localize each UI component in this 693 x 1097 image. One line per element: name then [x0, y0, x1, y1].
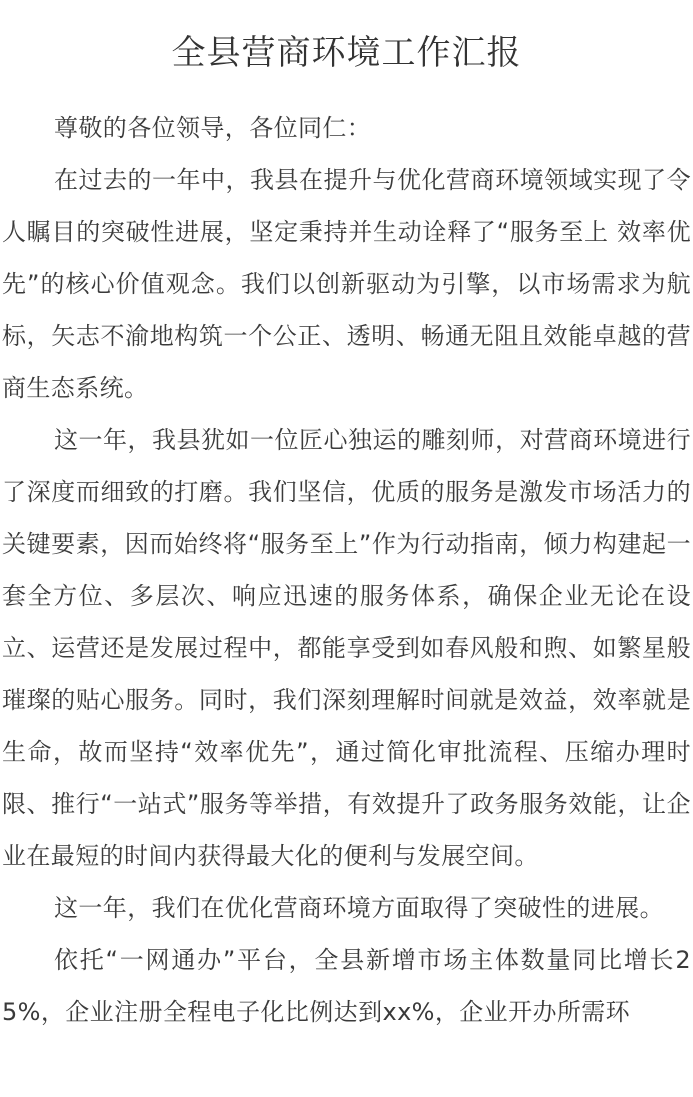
body-paragraph: 依托“一网通办”平台，全县新增市场主体数量同比增长25%，企业注册全程电子化比例达到xx%，企业开办所需环	[2, 946, 691, 1026]
salutation-paragraph: 尊敬的各位领导，各位同仁：	[54, 114, 372, 142]
document-title: 全县营商环境工作汇报	[171, 33, 522, 73]
body-paragraph: 这一年，我们在优化营商环境方面取得了突破性的进展。	[54, 894, 664, 922]
body-paragraph: 在过去的一年中，我县在提升与优化营商环境领域实现了令人瞩目的突破性进展，坚定秉持并生动诠释了“服务至上 效率优先”的核心价值观念。我们以创新驱动为引擎，以市场需求为航标，矢志不渝地构筑一个公正、透明、畅通无阻且效能卓越的营商生态系统。	[2, 166, 691, 402]
body-paragraph: 这一年，我县犹如一位匠心独运的雕刻师，对营商环境进行了深度而细致的打磨。我们坚信，优质的服务是激发市场活力的关键要素，因而始终将“服务至上”作为行动指南，倾力构建起一套全方位、多层次、响应迅速的服务体系，确保企业无论在设立、运营还是发展过程中，都能享受到如春风般和煦、如繁星般璀璨的贴心服务。同时，我们深刻理解时间就是效益，效率就是生命，故而坚持“效率优先”，通过简化审批流程、压缩办理时限、推行“一站式”服务等举措，有效提升了政务服务效能，让企业在最短的时间内获得最大化的便利与发展空间。	[2, 426, 691, 870]
document-body	[2, 102, 691, 1038]
